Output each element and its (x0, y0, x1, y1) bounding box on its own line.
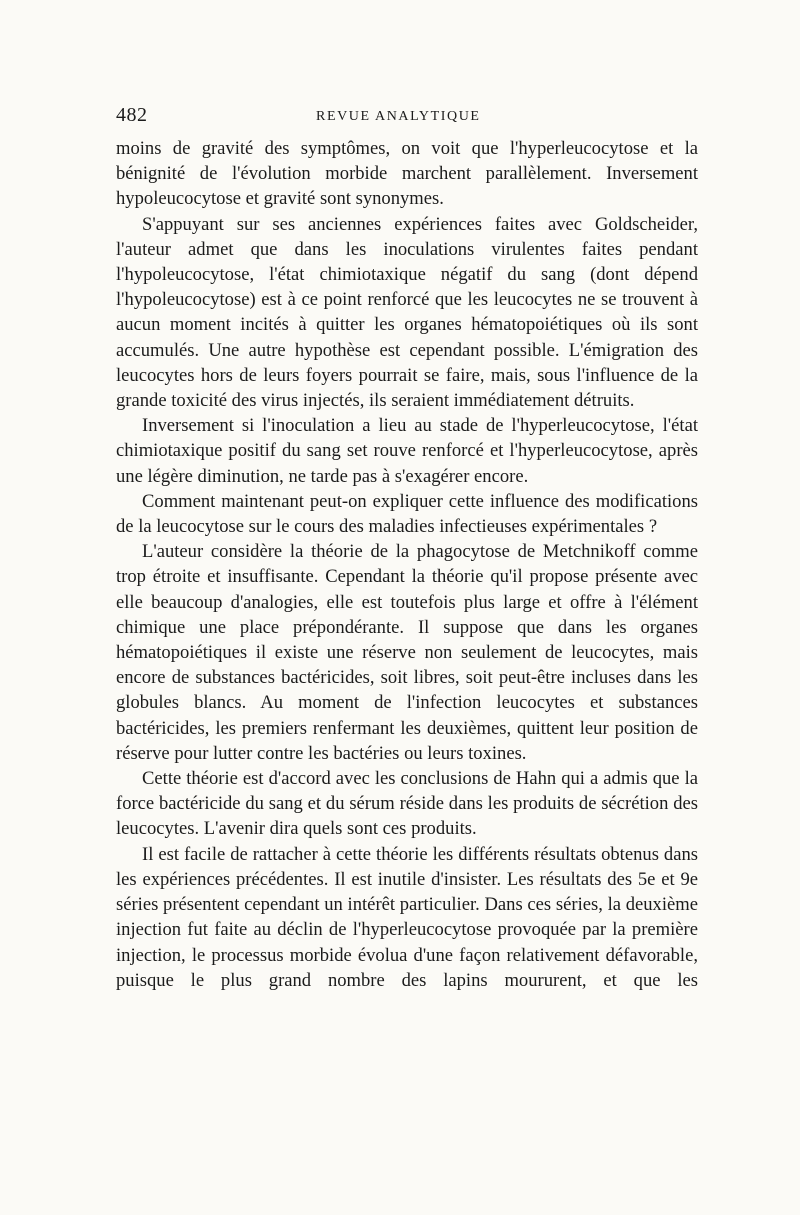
paragraph-7: Il est facile de rattacher à cette théorie les différents résultats obtenus dans les expériences précédentes. Il est inutile d'insister. Les résultats des 5e et 9e séries présentent cependant un intérêt particulier. Dans ces séries, la deuxième injection fut faite au déclin de l'hyperleucocytose provoquée par la première injection, le processus morbide évolua d'une façon relativement défavorable, puisque le plus grand nombre des lapins moururent, et que les (116, 843, 698, 991)
paragraph-4: Comment maintenant peut-on expliquer cette influence des modifications de la leucocytose sur le cours des maladies infectieuses expérimentales ? (116, 490, 698, 538)
running-title: REVUE ANALYTIQUE (316, 109, 481, 124)
page-number: 482 (116, 104, 148, 126)
paragraph-6: Cette théorie est d'accord avec les conclusions de Hahn qui a admis que la force bactéricide du sang et du sérum réside dans les produits de sécrétion des leucocytes. L'avenir dira quels sont ces produits. (116, 768, 698, 840)
body-text (116, 136, 698, 993)
running-header (116, 102, 696, 132)
paragraph-3: Inversement si l'inoculation a lieu au stade de l'hyperleucocytose, l'état chimiotaxique positif du sang set rouve renforcé et l'hyperleucocytose, après une légère diminution, ne tarde pas à s'exagérer encore. (116, 415, 698, 487)
paragraph-2: S'appuyant sur ses anciennes expériences faites avec Goldscheider, l'auteur admet que dans les inoculations virulentes faites pendant l'hypoleucocytose, l'état chimiotaxique négatif du sang (dont dépend l'hypoleucocytose) est à ce point renforcé que les leucocytes ne se trouvent à aucun moment incités à quitter les organes hématopoiétiques où ils sont accumulés. Une autre hypothèse est cependant possible. L'émigration des leucocytes hors de leurs foyers pourrait se faire, mais, sous l'influence de la grande toxicité des virus injectés, ils seraient immédiatement détruits. (116, 213, 698, 412)
paragraph-1: moins de gravité des symptômes, on voit que l'hyperleucocytose et la bénignité de l'évolution morbide marchent parallèlement. Inversement hypoleucocytose et gravité sont synonymes. (116, 138, 698, 210)
paragraph-5: L'auteur considère la théorie de la phagocytose de Metchnikoff comme trop étroite et insuffisante. Cependant la théorie qu'il propose présente avec elle beaucoup d'analogies, elle est toutefois plus large et offre à l'élément chimique une place prépondérante. Il suppose que dans les organes hématopoiétiques il existe une réserve non seulement de leucocytes, mais encore de substances bactéricides, soit libres, soit peut-être incluses dans les globules blancs. Au moment de l'infection leucocytes et substances bactéricides, les premiers renfermant les deuxièmes, quittent leur position de réserve pour lutter contre les bactéries ou leurs toxines. (116, 541, 698, 764)
